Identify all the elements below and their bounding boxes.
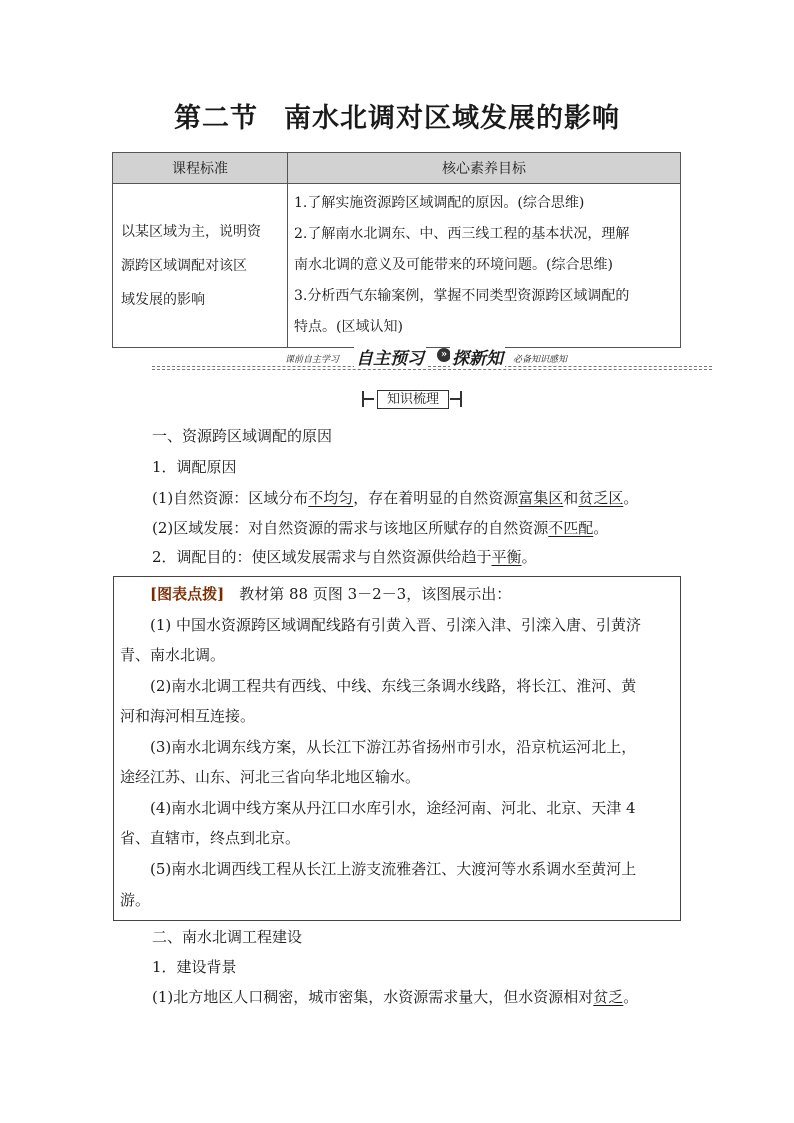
- tip-line: 途经江苏、山东、河北三省向华北地区输水。: [120, 768, 421, 786]
- banner-main-subtitle: 探新知: [450, 344, 505, 369]
- tip-line: 青、南水北调。: [120, 646, 226, 664]
- arrow-icon: »: [437, 348, 451, 362]
- tip-line: (3)南水北调东线方案，从长江下游江苏省扬州市引水，沿京杭运河北上，: [150, 738, 637, 756]
- curriculum-standard-cell: [113, 184, 288, 348]
- banner-divider: [152, 366, 712, 367]
- answer-blank: 贫乏区: [578, 489, 624, 507]
- standard-line: 域发展的影响: [121, 291, 205, 308]
- paragraph: (1)自然资源：区域分布不均匀，存在着明显的自然资源富集区和贫乏区。: [152, 489, 639, 507]
- goal-line: 1.了解实施资源跨区域调配的原因。(综合思维): [294, 195, 585, 211]
- preview-banner: [152, 342, 712, 372]
- section-heading: 一、资源跨区域调配的原因: [152, 427, 333, 445]
- section-name: 南水北调对区域发展的影响: [284, 103, 620, 134]
- core-goals-cell: [288, 184, 681, 348]
- standard-line: 源跨区域调配对该区: [121, 257, 247, 274]
- tip-line: (5)南水北调西线工程从长江上游支流雅砻江、大渡河等水系调水至黄河上: [150, 860, 637, 878]
- goal-line: 南水北调的意义及可能带来的环境问题。(综合思维): [294, 257, 613, 273]
- tip-line: 省、直辖市，终点到北京。: [120, 829, 301, 847]
- knowledge-sorting-label: [362, 390, 462, 408]
- answer-blank: 不均匀: [308, 489, 354, 507]
- section-number: 第二节: [174, 103, 258, 134]
- answer-blank: 平衡: [491, 548, 522, 566]
- knowledge-sorting-text: 知识梳理: [377, 390, 449, 409]
- banner-main-title: 自主预习: [354, 344, 426, 369]
- paragraph: 2．调配目的：使区域发展需求与自然资源供给趋于平衡。: [152, 548, 537, 566]
- tip-line: (1) 中国水资源跨区域调配线路有引黄入晋、引滦入津、引滦入唐、引黄济: [150, 616, 642, 634]
- tip-line: (4)南水北调中线方案从丹江口水库引水，途经河南、河北、北京、天津 4: [150, 799, 636, 817]
- chart-tip-box: [113, 576, 681, 921]
- paragraph: (1)北方地区人口稠密，城市密集，水资源需求量大，但水资源相对贫乏。: [152, 988, 639, 1006]
- paragraph: (2)区域发展：对自然资源的需求与该地区所赋存的自然资源不匹配。: [152, 519, 609, 537]
- tip-tag: [图表点拨]: [150, 585, 225, 603]
- tip-line: 游。: [120, 891, 151, 909]
- subsection-heading: 1．建设背景: [152, 958, 237, 976]
- goal-line: 特点。(区域认知): [294, 319, 403, 335]
- banner-divider: [152, 369, 712, 370]
- banner-right-caption: 必备知识感知: [510, 352, 570, 365]
- header-curriculum-standard: 课程标准: [113, 153, 288, 184]
- page-title: [0, 96, 794, 135]
- tip-line: (2)南水北调工程共有西线、中线、东线三条调水线路，将长江、淮河、黄: [150, 677, 637, 695]
- answer-blank: 不匹配: [548, 519, 594, 537]
- standard-line: 以某区域为主，说明资: [121, 223, 261, 240]
- curriculum-standards-table: [112, 152, 681, 348]
- tip-intro: [图表点拨] 教材第 88 页图 3－2－3，该图展示出：: [150, 585, 512, 603]
- header-core-literacy-goals: 核心素养目标: [288, 153, 681, 184]
- tip-line: 河和海河相互连接。: [120, 707, 256, 725]
- section-heading: 二、南水北调工程建设: [152, 928, 303, 946]
- goal-line: 3.分析西气东输案例，掌握不同类型资源跨区域调配的: [294, 288, 630, 304]
- goal-line: 2.了解南水北调东、中、西三线工程的基本状况，理解: [294, 226, 630, 242]
- banner-left-caption: 课前自主学习: [282, 352, 342, 365]
- answer-blank: 富集区: [518, 489, 564, 507]
- answer-blank: 贫乏: [593, 988, 624, 1006]
- subsection-heading: 1．调配原因: [152, 458, 237, 476]
